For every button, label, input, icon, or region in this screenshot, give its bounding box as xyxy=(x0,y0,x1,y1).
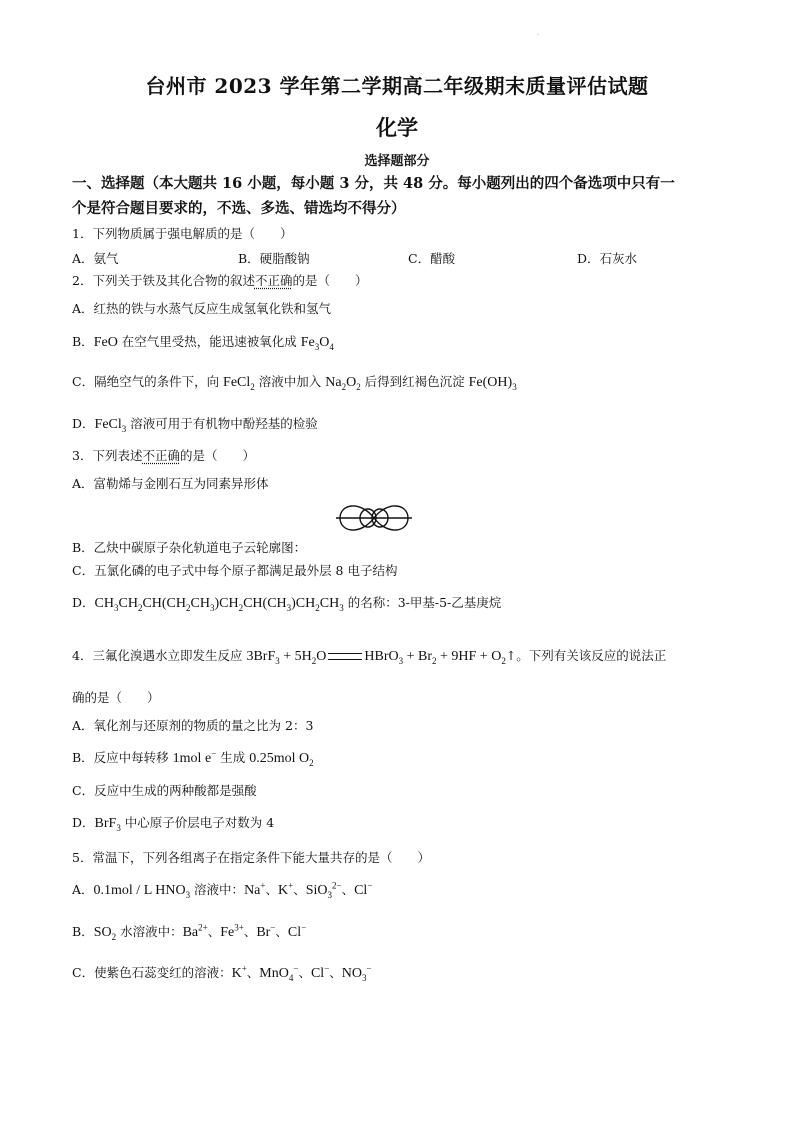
section-heading-line1: 一、选择题（本大题共 16 小题，每小题 3 分，共 48 分。每小题列出的四个备选项中只有一 xyxy=(72,175,675,192)
q4-stem: 4．三氟化溴遇水立即发生反应 $3BrF_3 + 5H_2O$ HBrO$_3$ + $Br_2 + 9HF$ + $O_2↑$。下列有关该反应的说法正 xyxy=(72,648,667,666)
q3-option-a: A．富勒烯与金刚石互为同素异形体 xyxy=(72,476,269,491)
q3-option-d: D．$CH_3CH_2CH(CH_2CH_3)CH_2CH(CH_3)CH_2CH_3$ 的名称：3-甲基-5-乙基庚烷 xyxy=(72,595,502,613)
exam-title: 台州市 2023 学年第二学期高二年级期末质量评估试题 xyxy=(145,74,649,98)
q2-option-d: D．FeCl$_3$ 溶液可用于有机物中酚羟基的检验 xyxy=(72,416,318,434)
section-heading-line2: 个是符合题目要求的，不选、多选、错选均不得分） xyxy=(72,200,406,217)
q4-option-b: B．反应中每转移 1mol e− 生成 0.25mol $O_2$ xyxy=(72,748,314,768)
q3-stem-emphasis: 不正确 xyxy=(142,448,180,463)
sp-orbital-diagram xyxy=(334,498,414,538)
q4-option-c: C．反应中生成的两种酸都是强酸 xyxy=(72,783,257,798)
q3-option-c: C．五氯化磷的电子式中每个原子都满足最外层 8 电子结构 xyxy=(72,563,398,578)
q3-stem xyxy=(72,446,255,464)
q4-stem-cont: 确的是（ ） xyxy=(72,690,160,705)
part-title: 选择题部分 xyxy=(364,154,430,169)
q2-option-c: C．隔绝空气的条件下，向 FeCl$_2$ 溶液中加入 $Na_2O_2$ 后得到红褐色沉淀 $Fe(OH)_3$ xyxy=(72,374,517,392)
q4-option-a: A．氧化剂与还原剂的物质的量之比为 2：3 xyxy=(72,718,314,733)
subject-title: 化学 xyxy=(376,115,418,140)
q2-stem-pre: 2．下列关于铁及其化合物的叙述 xyxy=(72,273,255,288)
q2-option-a: A．红热的铁与水蒸气反应生成氢氧化铁和氢气 xyxy=(72,301,332,316)
q2-stem-emphasis: 不正确 xyxy=(254,273,293,288)
q2-stem-post: 的是（ ） xyxy=(292,273,368,288)
q1-option-b: B．硬脂酸钠 xyxy=(238,251,310,266)
q5-option-b: B．$SO_2$ 水溶液中：$Ba^{2+}$、$Fe^{3+}$、Br−、Cl− xyxy=(72,922,307,942)
q1-option-a: A．氨气 xyxy=(72,251,119,266)
q5-option-a: A．0.1mol / L $HNO_3$ 溶液中：Na+、K+、SiO$_3^{2-}$、Cl− xyxy=(72,880,373,900)
corner-mark: . xyxy=(537,30,539,37)
q1-option-c: C．醋酸 xyxy=(408,251,456,266)
q3-option-b: B．乙炔中碳原子杂化轨道电子云轮廓图： xyxy=(72,540,307,555)
q1-stem: 1．下列物质属于强电解质的是（ ） xyxy=(72,226,293,241)
q3-stem-post: 的是（ ） xyxy=(179,448,255,463)
q5-option-c: C．使紫色石蕊变红的溶液：K+、MnO$_4$−、Cl−、$NO_3^-$ xyxy=(72,963,372,983)
q1-option-d: D．石灰水 xyxy=(577,251,638,266)
q4-option-d: D．BrF$_3$ 中心原子价层电子对数为 4 xyxy=(72,815,275,833)
q2-stem xyxy=(72,271,368,289)
q2-option-b: B．FeO 在空气里受热，能迅速被氧化成 $Fe_3O_4$ xyxy=(72,334,334,352)
q5-stem: 5．常温下，下列各组离子在指定条件下能大量共存的是（ ） xyxy=(72,850,430,865)
q3-stem-pre: 3．下列表述 xyxy=(72,448,143,463)
